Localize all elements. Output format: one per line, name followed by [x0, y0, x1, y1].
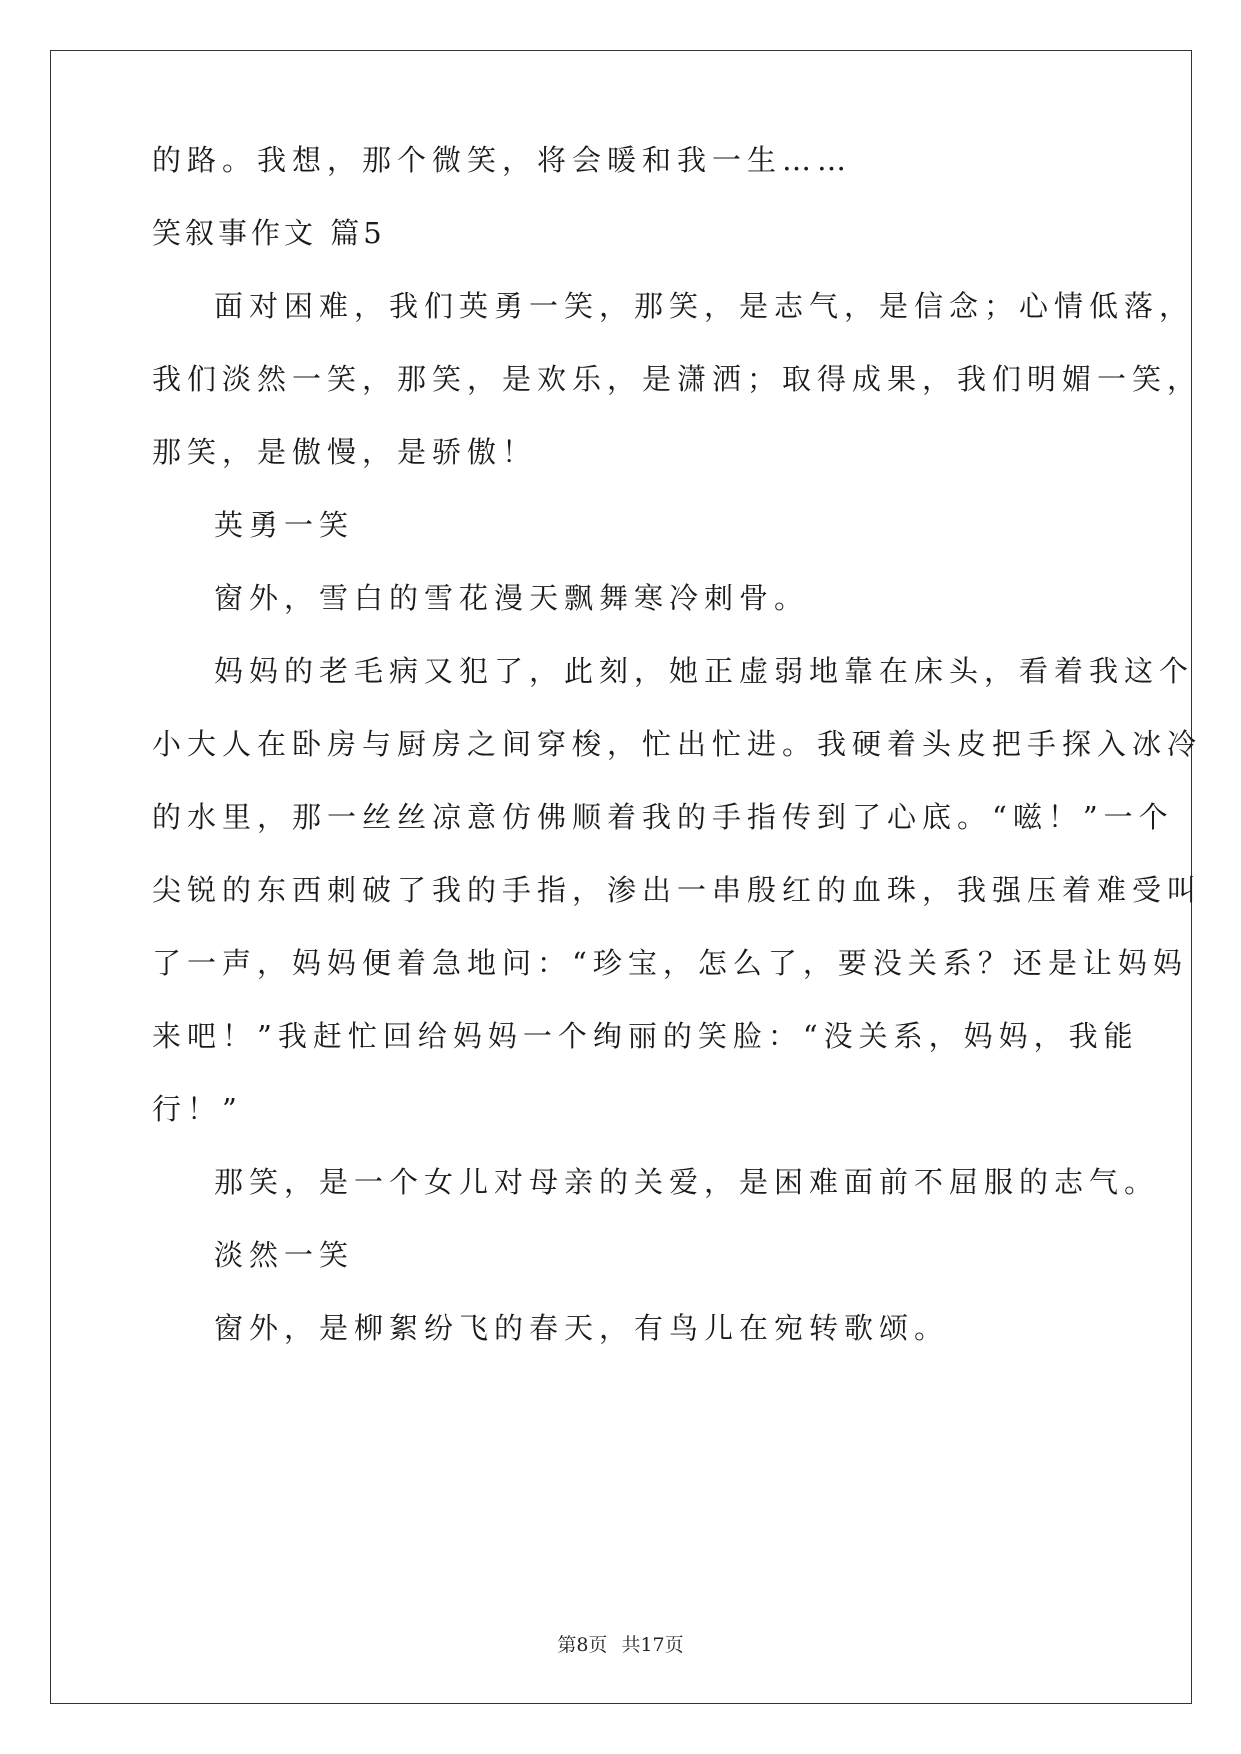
- body-line: 那笑，是傲慢，是骄傲！: [152, 435, 538, 469]
- body-line: 来吧！”我赶忙回给妈妈一个绚丽的笑脸：“没关系，妈妈，我能: [152, 1019, 1139, 1053]
- body-line: 窗外，雪白的雪花漫天飘舞寒冷刺骨。: [214, 581, 810, 615]
- body-line: 的水里，那一丝丝凉意仿佛顺着我的手指传到了心底。“嗞！”一个: [152, 800, 1174, 834]
- body-line: 小大人在卧房与厨房之间穿梭，忙出忙进。我硬着头皮把手探入冰冷: [152, 727, 1203, 761]
- body-line: 的路。我想，那个微笑，将会暖和我一生……: [152, 143, 853, 177]
- body-line: 我们淡然一笑，那笑，是欢乐，是潇洒；取得成果，我们明媚一笑，: [152, 362, 1203, 396]
- section-title: 笑叙事作文 篇5: [152, 216, 386, 250]
- page-footer: [0, 1630, 1241, 1657]
- subheading: 英勇一笑: [214, 508, 355, 542]
- page-total: 共17页: [621, 1634, 684, 1656]
- body-line: 妈妈的老毛病又犯了，此刻，她正虚弱地靠在床头，看着我这个: [214, 654, 1195, 688]
- body-line: 了一声，妈妈便着急地问：“珍宝，怎么了，要没关系？还是让妈妈: [152, 946, 1188, 980]
- body-line: 行！”: [152, 1092, 243, 1126]
- page-number: 第8页: [557, 1634, 608, 1656]
- subheading: 淡然一笑: [214, 1238, 355, 1272]
- body-line: 窗外，是柳絮纷飞的春天，有鸟儿在宛转歌颂。: [214, 1311, 950, 1345]
- body-line: 尖锐的东西刺破了我的手指，渗出一串殷红的血珠，我强压着难受叫: [152, 873, 1203, 907]
- body-line: 那笑，是一个女儿对母亲的关爱，是困难面前不屈服的志气。: [214, 1165, 1160, 1199]
- body-line: 面对困难，我们英勇一笑，那笑，是志气，是信念；心情低落，: [214, 289, 1195, 323]
